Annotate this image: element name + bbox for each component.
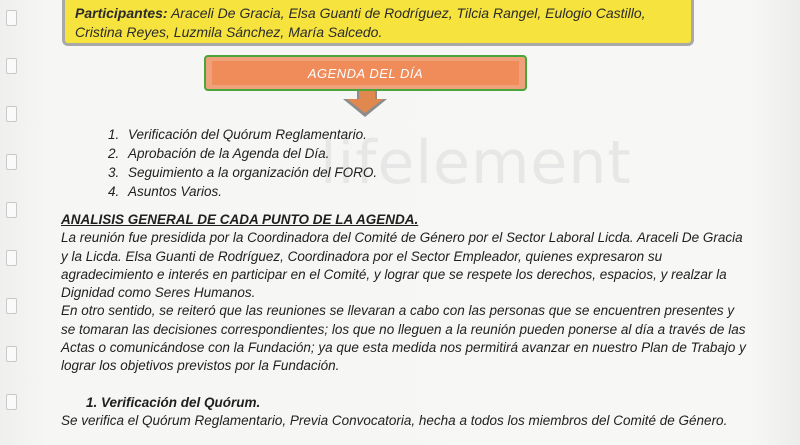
participants-box: [62, 0, 694, 46]
participants-names: Araceli De Gracia, Elsa Guanti de Rodríguez, Tilcia Rangel, Eulogio Castillo, Cristina Reyes, Luzmila Sánchez, María Salcedo.: [75, 5, 646, 40]
down-arrow-head-fill: [347, 99, 383, 113]
binder-hole: [6, 58, 17, 74]
binder-hole: [6, 394, 17, 410]
agenda-list: [108, 125, 377, 201]
analysis-section: [61, 211, 751, 430]
analysis-paragraph: En otro sentido, se reiteró que las reuniones se llevaran a cabo con las personas que se encuentren presentes y se tomaran las decisiones correspondientes; los que no lleguen a la reunión pueden ponerse al día a través de las Actas o comunicándose con la Fundación; ya que esta medida nos permitirá avanzar en nuestro Plan de Trabajo y lograr los objetivos previstos por la Fundación.: [61, 303, 746, 374]
agenda-item: 4. Asuntos Varios.: [108, 184, 223, 199]
analysis-heading: ANALISIS GENERAL DE CADA PUNTO DE LA AGENDA.: [61, 212, 419, 227]
agenda-item: 3. Seguimiento a la organización del FORO.: [108, 165, 378, 180]
analysis-paragraph: La reunión fue presidida por la Coordinadora del Comité de Género por el Sector Laboral Licda. Araceli De Gracia y la Licda. Elsa Guanti de Rodríguez, Coordinadora por el Sector Empleador, quienes expresaron su agradecimiento e interés en participar en el Comité, y lograr que se respete los derechos, espacios, y realzar la Dignidad como Seres Humanos.: [61, 230, 743, 301]
agenda-item: 1. Verificación del Quórum Reglamentario.: [108, 127, 367, 142]
watermark: lifelement: [320, 128, 632, 198]
binder-hole: [6, 250, 17, 266]
participants-label: Participantes:: [75, 5, 168, 21]
section-paragraph: Se verifica el Quórum Reglamentario, Previa Convocatoria, hecha a todos los miembros del Comité de Género.: [61, 412, 728, 428]
agenda-item: 2. Aprobación de la Agenda del Día.: [108, 146, 330, 161]
agenda-title: AGENDA DEL DÍA: [212, 61, 519, 85]
section-heading: 1. Verificación del Quórum.: [86, 394, 261, 410]
binder-hole: [6, 10, 17, 26]
binder-hole: [6, 298, 17, 314]
binder-hole: [6, 106, 17, 122]
binder-hole: [6, 202, 17, 218]
agenda-banner: [204, 55, 527, 91]
binder-hole: [6, 154, 17, 170]
binder-hole: [6, 346, 17, 362]
